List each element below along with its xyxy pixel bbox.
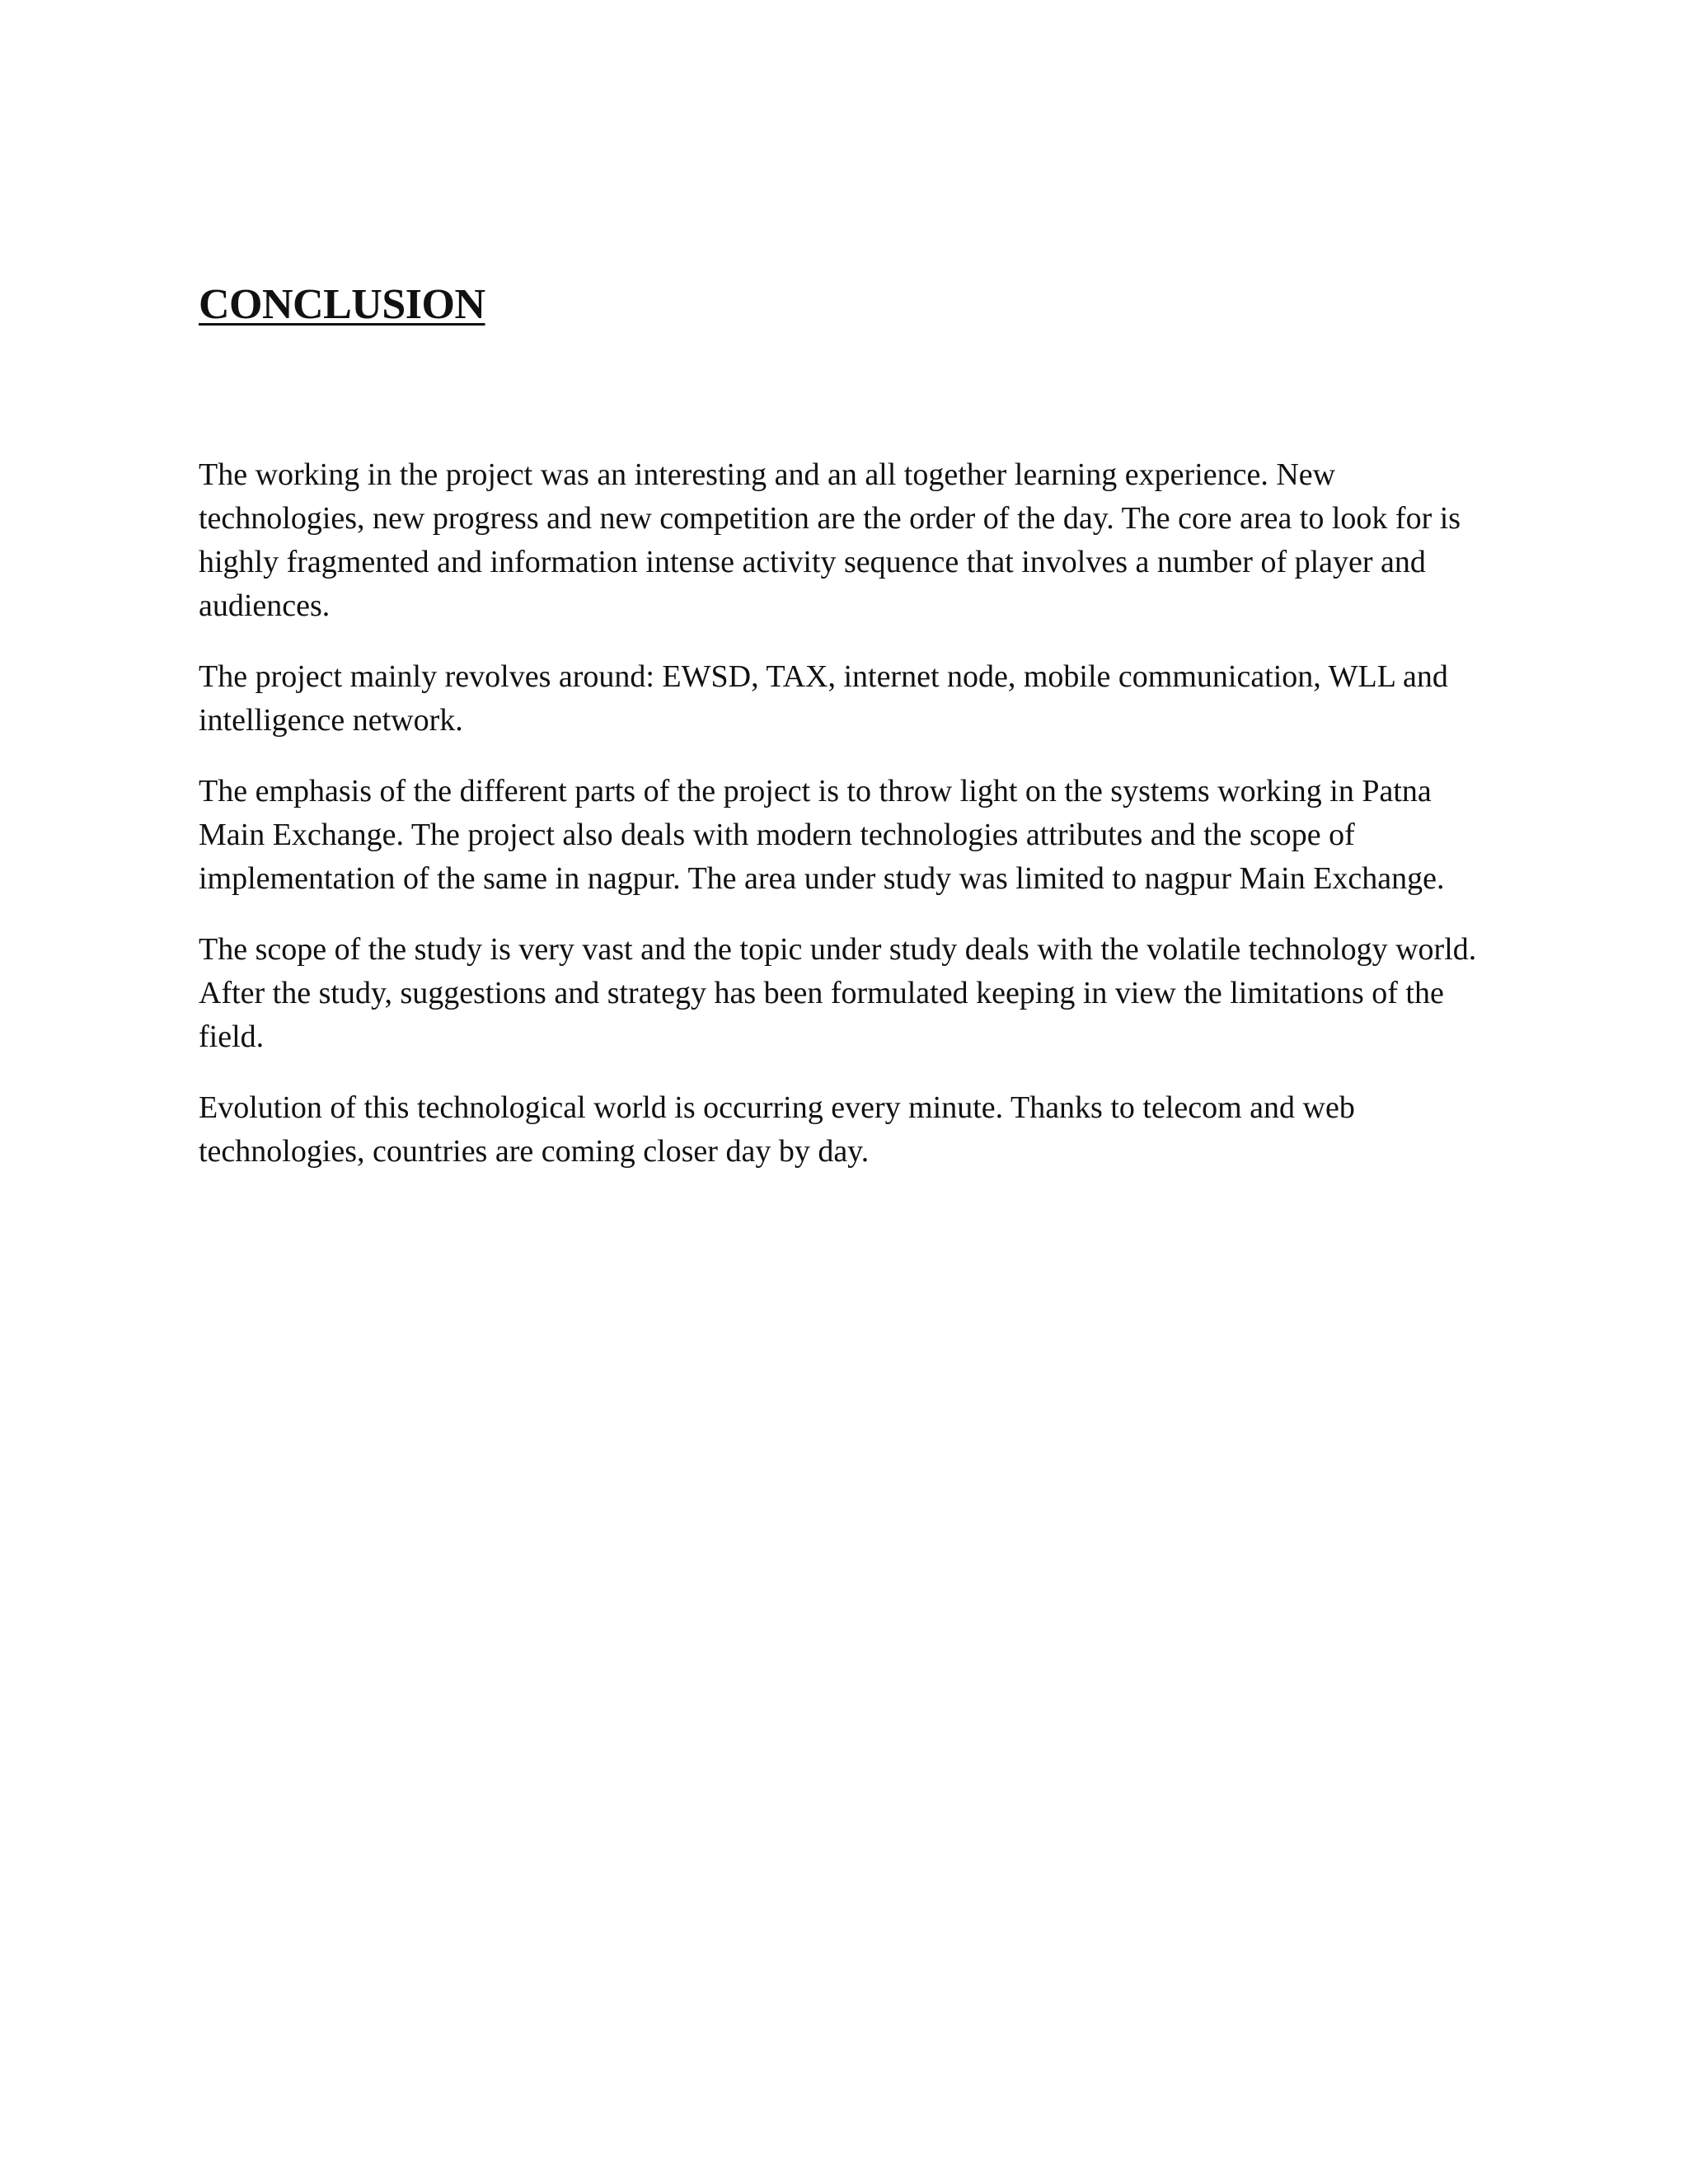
body-text: [199, 453, 1497, 1201]
page-heading: CONCLUSION: [199, 281, 485, 328]
paragraph-3: The emphasis of the different parts of the project is to throw light on the systems working in Patna Main Exchange. The project also deals with modern technologies attributes and the scope of implementation of the same in nagpur. The area under study was limited to nagpur Main Exchange.: [199, 774, 1445, 896]
paragraph-5: Evolution of this technological world is occurring every minute. Thanks to telecom and web technologies, countries are coming closer day by day.: [199, 1090, 1355, 1169]
paragraph-4: The scope of the study is very vast and the topic under study deals with the volatile technology world. After the study, suggestions and strategy has been formulated keeping in view the limitations of the field.: [199, 932, 1477, 1054]
paragraph-1: The working in the project was an interesting and an all together learning experience. New technologies, new progress and new competition are the order of the day. The core area to look for is highly fragmented and information intense activity sequence that involves a number of player and audiences.: [199, 457, 1461, 623]
paragraph-2: The project mainly revolves around: EWSD, TAX, internet node, mobile communication, WLL and intelligence network.: [199, 659, 1448, 738]
